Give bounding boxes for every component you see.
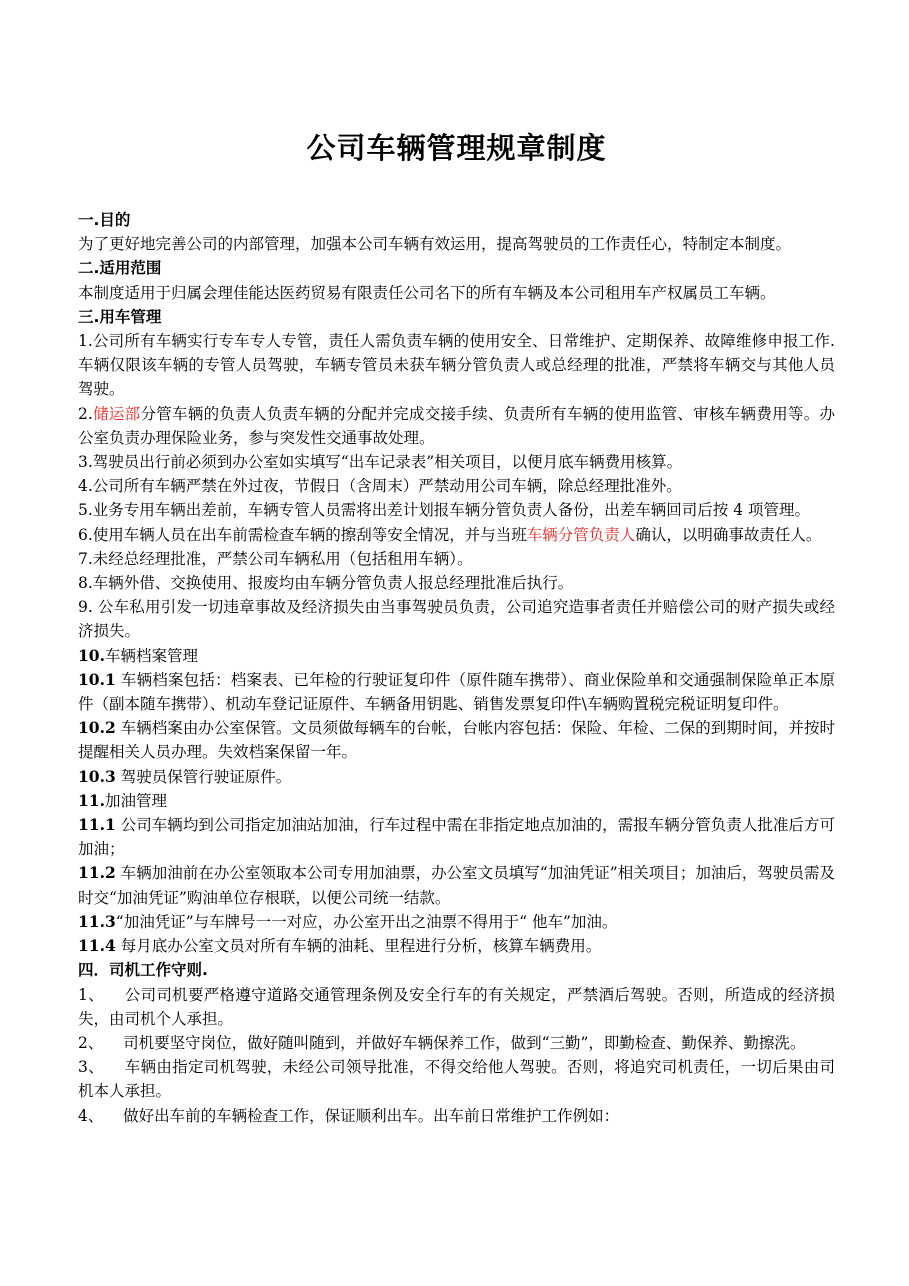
list-item: 2、 司机要坚守岗位，做好随叫随到，并做好车辆保养工作，做到“三勤”，即勤检查、勤保养、勤擦洗。 <box>78 1033 806 1052</box>
item-text: 6.使用车辆人员在出车前需检查车辆的擦刮等安全情况，并与当班 <box>78 525 527 544</box>
item-text: 车辆档案由办公室保管。文员须做每辆车的台帐，台帐内容包括：保险、年检、二保的到期时间，并按时提醒相关人员办理。失效档案保留一年。 <box>78 719 835 762</box>
subsection-heading-fuel <box>78 789 835 813</box>
item-number: 11.3 <box>78 911 116 931</box>
list-item: 4.公司所有车辆严禁在外过夜，节假日（含周末）严禁动用公司车辆，除总经理批准外。 <box>78 477 682 496</box>
section-heading-purpose: 一.目的 <box>78 211 131 229</box>
list-item <box>78 668 835 716</box>
item-number: 11.4 <box>78 936 116 956</box>
item-text: 车辆加油前在办公室领取本公司专用加油票，办公室文员填写“加油凭证”相关项目；加油后，驾驶员需及时交“加油凭证”购油单位存根联，以便公司统一结款。 <box>78 864 835 907</box>
list-item <box>78 523 835 547</box>
item-number: 11.2 <box>78 863 116 883</box>
list-item: 1、 公司司机要严格遵守道路交通管理条例及安全行车的有关规定，严禁酒后驾驶。否则，所造成的经济损失，由司机个人承担。 <box>78 985 835 1028</box>
item-text: 车辆档案包括：档案表、已年检的行驶证复印件（原件随车携带）、商业保险单和交通强制保险单正本原件（副本随车携带）、机动车登记证原件、车辆备用钥匙、销售发票复印件\车辆购置税完税证明复印件。 <box>78 670 835 714</box>
list-item <box>78 861 835 909</box>
list-item: 7.未经总经理批准，严禁公司车辆私用（包括租用车辆）。 <box>78 549 473 568</box>
list-item: 8.车辆外借、交换使用、报废均由车辆分管负责人报总经理批准后执行。 <box>78 574 574 593</box>
section-heading-driver-rules: 四．司机工作守则. <box>78 961 208 980</box>
item-number: 11.1 <box>78 815 116 835</box>
list-item <box>78 934 835 958</box>
item-text: 公司车辆均到公司指定加油站加油，行车过程中需在非指定地点加油的，需报车辆分管负责人批准后方可加油； <box>78 816 835 859</box>
list-item: 3.驾驶员出行前必须到办公室如实填写“出车记录表”相关项目，以便月底车辆费用核算。 <box>78 453 683 472</box>
highlight-text: 储运部 <box>92 404 141 423</box>
section-heading-scope: 二.适用范围 <box>78 259 162 278</box>
document-page <box>78 128 835 1128</box>
item-number: 10.3 <box>78 766 116 786</box>
item-number: 11. <box>78 790 105 810</box>
item-text: 车辆档案管理 <box>104 646 198 665</box>
item-number: 10.2 <box>78 718 116 738</box>
list-item <box>78 716 835 764</box>
page-title: 公司车辆管理规章制度 <box>306 131 607 165</box>
item-text: 驾驶员保管行驶证原件。 <box>115 767 292 786</box>
item-text: 分管车辆的负责人负责车辆的分配并完成交接手续、负责所有车辆的使用监管、审核车辆费用等。办公室负责办理保险业务，参与突发性交通事故处理。 <box>78 404 835 447</box>
item-text: “加油凭证”与车牌号一一对应，办公室开出之油票不得用于“ 他车”加油。 <box>115 912 618 931</box>
section-heading-vehicle-use: 三.用车管理 <box>78 307 162 326</box>
item-text: 加油管理 <box>104 791 167 810</box>
list-item: 3、 车辆由指定司机驾驶，未经公司领导批准，不得交给他人驾驶。否则，将追究司机责任，一切后果由司机本人承担。 <box>78 1058 835 1101</box>
list-item <box>78 402 835 450</box>
list-item <box>78 765 835 789</box>
item-text: 确认，以明确事故责任人。 <box>635 525 822 544</box>
item-number: 10. <box>78 645 105 665</box>
list-item <box>78 813 835 861</box>
list-item: 5.业务专用车辆出差前，车辆专管人员需将出差计划报车辆分管负责人备份，出差车辆回司后按 4 项管理。 <box>78 501 811 520</box>
list-item <box>78 910 835 934</box>
item-number: 2. <box>78 404 93 423</box>
item-number: 10.1 <box>78 669 116 689</box>
subsection-heading-archives <box>78 644 835 668</box>
item-text: 每月底办公室文员对所有车辆的油耗、里程进行分析，核算车辆费用。 <box>115 937 602 956</box>
list-item: 1.公司所有车辆实行专车专人专管，责任人需负责车辆的使用安全、日常维护、定期保养、故障维修申报工作.车辆仅限该车辆的专管人员驾驶，车辆专管员未获车辆分管负责人或总经理的批准，严禁将车辆交与其他人员驾驶。 <box>78 332 835 399</box>
list-item: 9. 公车私用引发一切违章事故及经济损失由当事驾驶员负责，公司追究造事者责任并赔偿公司的财产损失或经济损失。 <box>78 598 835 641</box>
paragraph: 本制度适用于归属会理佳能达医药贸易有限责任公司名下的所有车辆及本公司租用车产权属员工车辆。 <box>78 283 776 302</box>
highlight-text: 车辆分管负责人 <box>526 525 636 544</box>
list-item: 4、 做好出车前的车辆检查工作，保证顺利出车。出车前日常维护工作例如： <box>78 1106 620 1125</box>
paragraph: 为了更好地完善公司的内部管理，加强本公司车辆有效运用，提高驾驶员的工作责任心，特制定本制度。 <box>78 235 792 254</box>
